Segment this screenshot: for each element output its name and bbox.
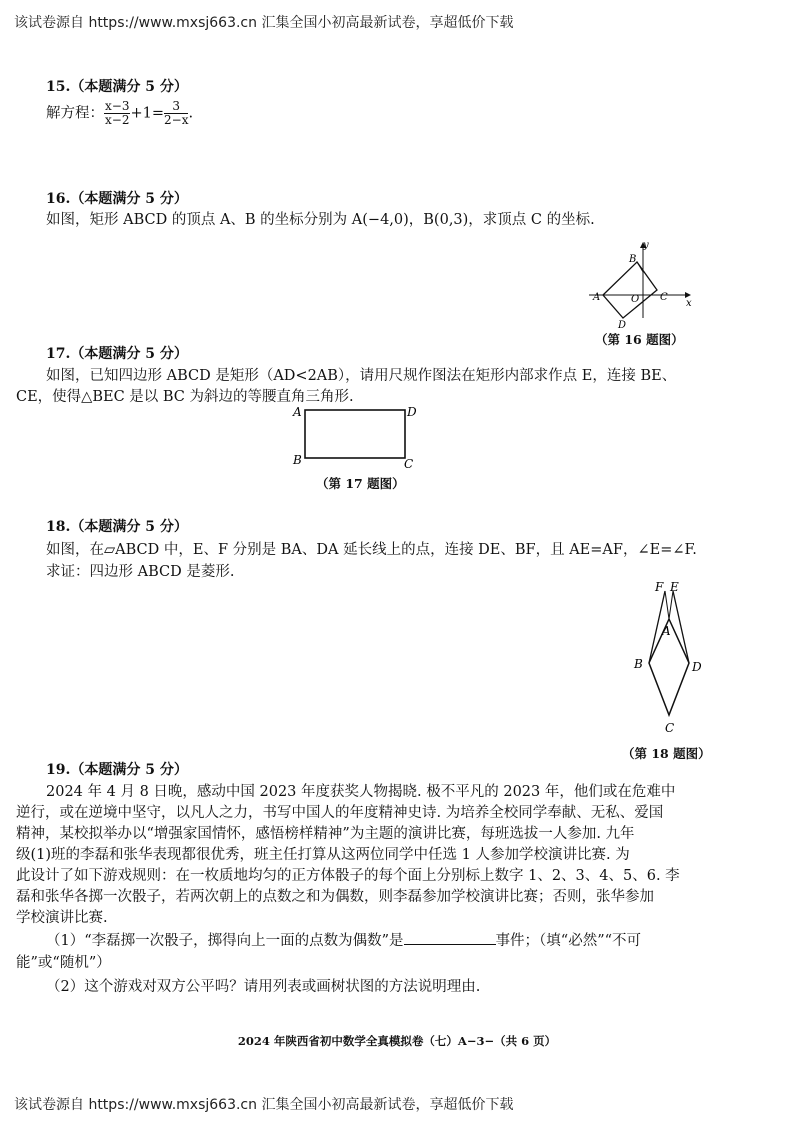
- q15-fraction-left: [104, 100, 130, 127]
- q19-part1: [46, 929, 641, 950]
- label-o: O: [631, 294, 640, 305]
- q19-line-4: 级(1)班的李磊和张华表现都很优秀，班主任打算从这两位同学中任选 1 人参加学校演讲比赛. 为: [16, 847, 630, 863]
- q19-line-2: 逆行，或在逆境中坚守，以凡人之力，书写中国人的年度精神史诗. 为培养全校同学奉献、无私、爱国: [16, 805, 664, 821]
- top-source-banner: 该试卷源自 https://www.mxsj663.cn 汇集全国小初高最新试卷，享超低价下载: [14, 15, 514, 31]
- q16-text: 如图，矩形 ABCD 的顶点 A、B 的坐标分别为 A(−4,0)，B(0,3)，求顶点 C 的坐标.: [46, 212, 595, 228]
- q15-frac2-numerator: 3: [164, 100, 188, 114]
- label-e: E: [670, 580, 679, 594]
- label-b: B: [629, 254, 637, 265]
- q17-caption: （第 17 题图）: [316, 476, 405, 491]
- q15-prefix: 解方程：: [46, 105, 104, 122]
- segment-ae: [669, 591, 673, 619]
- bottom-source-banner: 该试卷源自 https://www.mxsj663.cn 汇集全国小初高最新试卷，享超低价下载: [14, 1097, 514, 1113]
- label-c: C: [665, 721, 675, 735]
- rectangle-abcd: [305, 410, 405, 458]
- q18-title: 18.（本题满分 5 分）: [46, 519, 188, 535]
- q16-caption: （第 16 题图）: [595, 332, 684, 347]
- q19-part1-continuation: 能”或“随机”）: [16, 955, 111, 971]
- page-footer: 2024 年陕西省初中数学全真模拟卷（七）A−3−（共 6 页）: [237, 1034, 557, 1048]
- q19-part1-after-blank: 事件；（填“必然”“不可: [495, 933, 642, 949]
- label-d: D: [407, 405, 417, 419]
- q15-frac2-denominator: 2−x: [164, 113, 189, 127]
- q17-title: 17.（本题满分 5 分）: [46, 346, 188, 362]
- label-f: F: [655, 580, 664, 594]
- q15-frac1-denominator: x−2: [105, 113, 130, 127]
- q16-coordinate-figure: [585, 240, 695, 330]
- q19-line-6: 磊和张华各掷一次骰子，若两次朝上的点数之和为偶数，则李磊参加学校演讲比赛；否则，张华参加: [16, 889, 654, 905]
- q15-frac1-numerator: x−3: [105, 99, 130, 113]
- q19-part1-before-blank: （1）“李磊掷一次骰子，掷得向上一面的点数为偶数”是: [46, 933, 404, 949]
- b-connector: [637, 262, 643, 272]
- label-x: x: [686, 298, 692, 309]
- label-d: D: [692, 660, 702, 674]
- label-c: C: [660, 292, 668, 303]
- q18-line2: 求证：四边形 ABCD 是菱形.: [46, 564, 235, 580]
- q16-title: 16.（本题满分 5 分）: [46, 191, 188, 207]
- label-a: A: [293, 405, 302, 419]
- q19-line-1: 2024 年 4 月 8 日晚，感动中国 2023 年度获奖人物揭晓. 极不平凡的 2023 年，他们或在危难中: [46, 784, 676, 800]
- segment-de: [673, 591, 689, 663]
- q18-line1: 如图，在▱ABCD 中，E、F 分别是 BA、DA 延长线上的点，连接 DE、BF，且 AE=AF，∠E=∠F.: [46, 542, 697, 558]
- label-c: C: [404, 457, 414, 471]
- q17-rectangle-figure: [290, 402, 420, 472]
- q17-line2: CE，使得△BEC 是以 BC 为斜边的等腰直角三角形.: [16, 389, 354, 405]
- label-d: D: [618, 320, 627, 330]
- q15-middle: +1=: [130, 105, 164, 122]
- q19-line-7: 学校演讲比赛.: [16, 910, 108, 926]
- label-b: B: [293, 453, 302, 467]
- q17-line1: 如图，已知四边形 ABCD 是矩形（AD<2AB），请用尺规作图法在矩形内部求作点 E，连接 BE、: [46, 368, 677, 384]
- q15-equation: [46, 100, 193, 127]
- label-a: A: [593, 292, 601, 303]
- q15-suffix: .: [188, 105, 194, 122]
- q19-part2: （2）这个游戏对双方公平吗？请用列表或画树状图的方法说明理由.: [46, 979, 481, 995]
- label-a: A: [662, 624, 671, 638]
- q15-fraction-right: [164, 100, 188, 127]
- rectangle-abcd: [603, 262, 657, 318]
- q19-answer-blank[interactable]: [404, 932, 496, 945]
- q18-caption: （第 18 题图）: [622, 746, 711, 761]
- label-b: B: [634, 657, 643, 671]
- q19-line-3: 精神，某校拟举办以“增强家国情怀，感悟榜样精神”为主题的演讲比赛，每班选拔一人参加. 九年: [16, 826, 635, 842]
- q19-title: 19.（本题满分 5 分）: [46, 762, 188, 778]
- q15-title: 15.（本题满分 5 分）: [46, 79, 188, 95]
- segment-af: [665, 591, 669, 619]
- q18-rhombus-figure: [625, 575, 715, 740]
- label-y: y: [643, 240, 649, 251]
- q19-line-5: 此设计了如下游戏规则：在一枚质地均匀的正方体骰子的每个面上分别标上数字 1、2、3、4、5、6. 李: [16, 868, 680, 884]
